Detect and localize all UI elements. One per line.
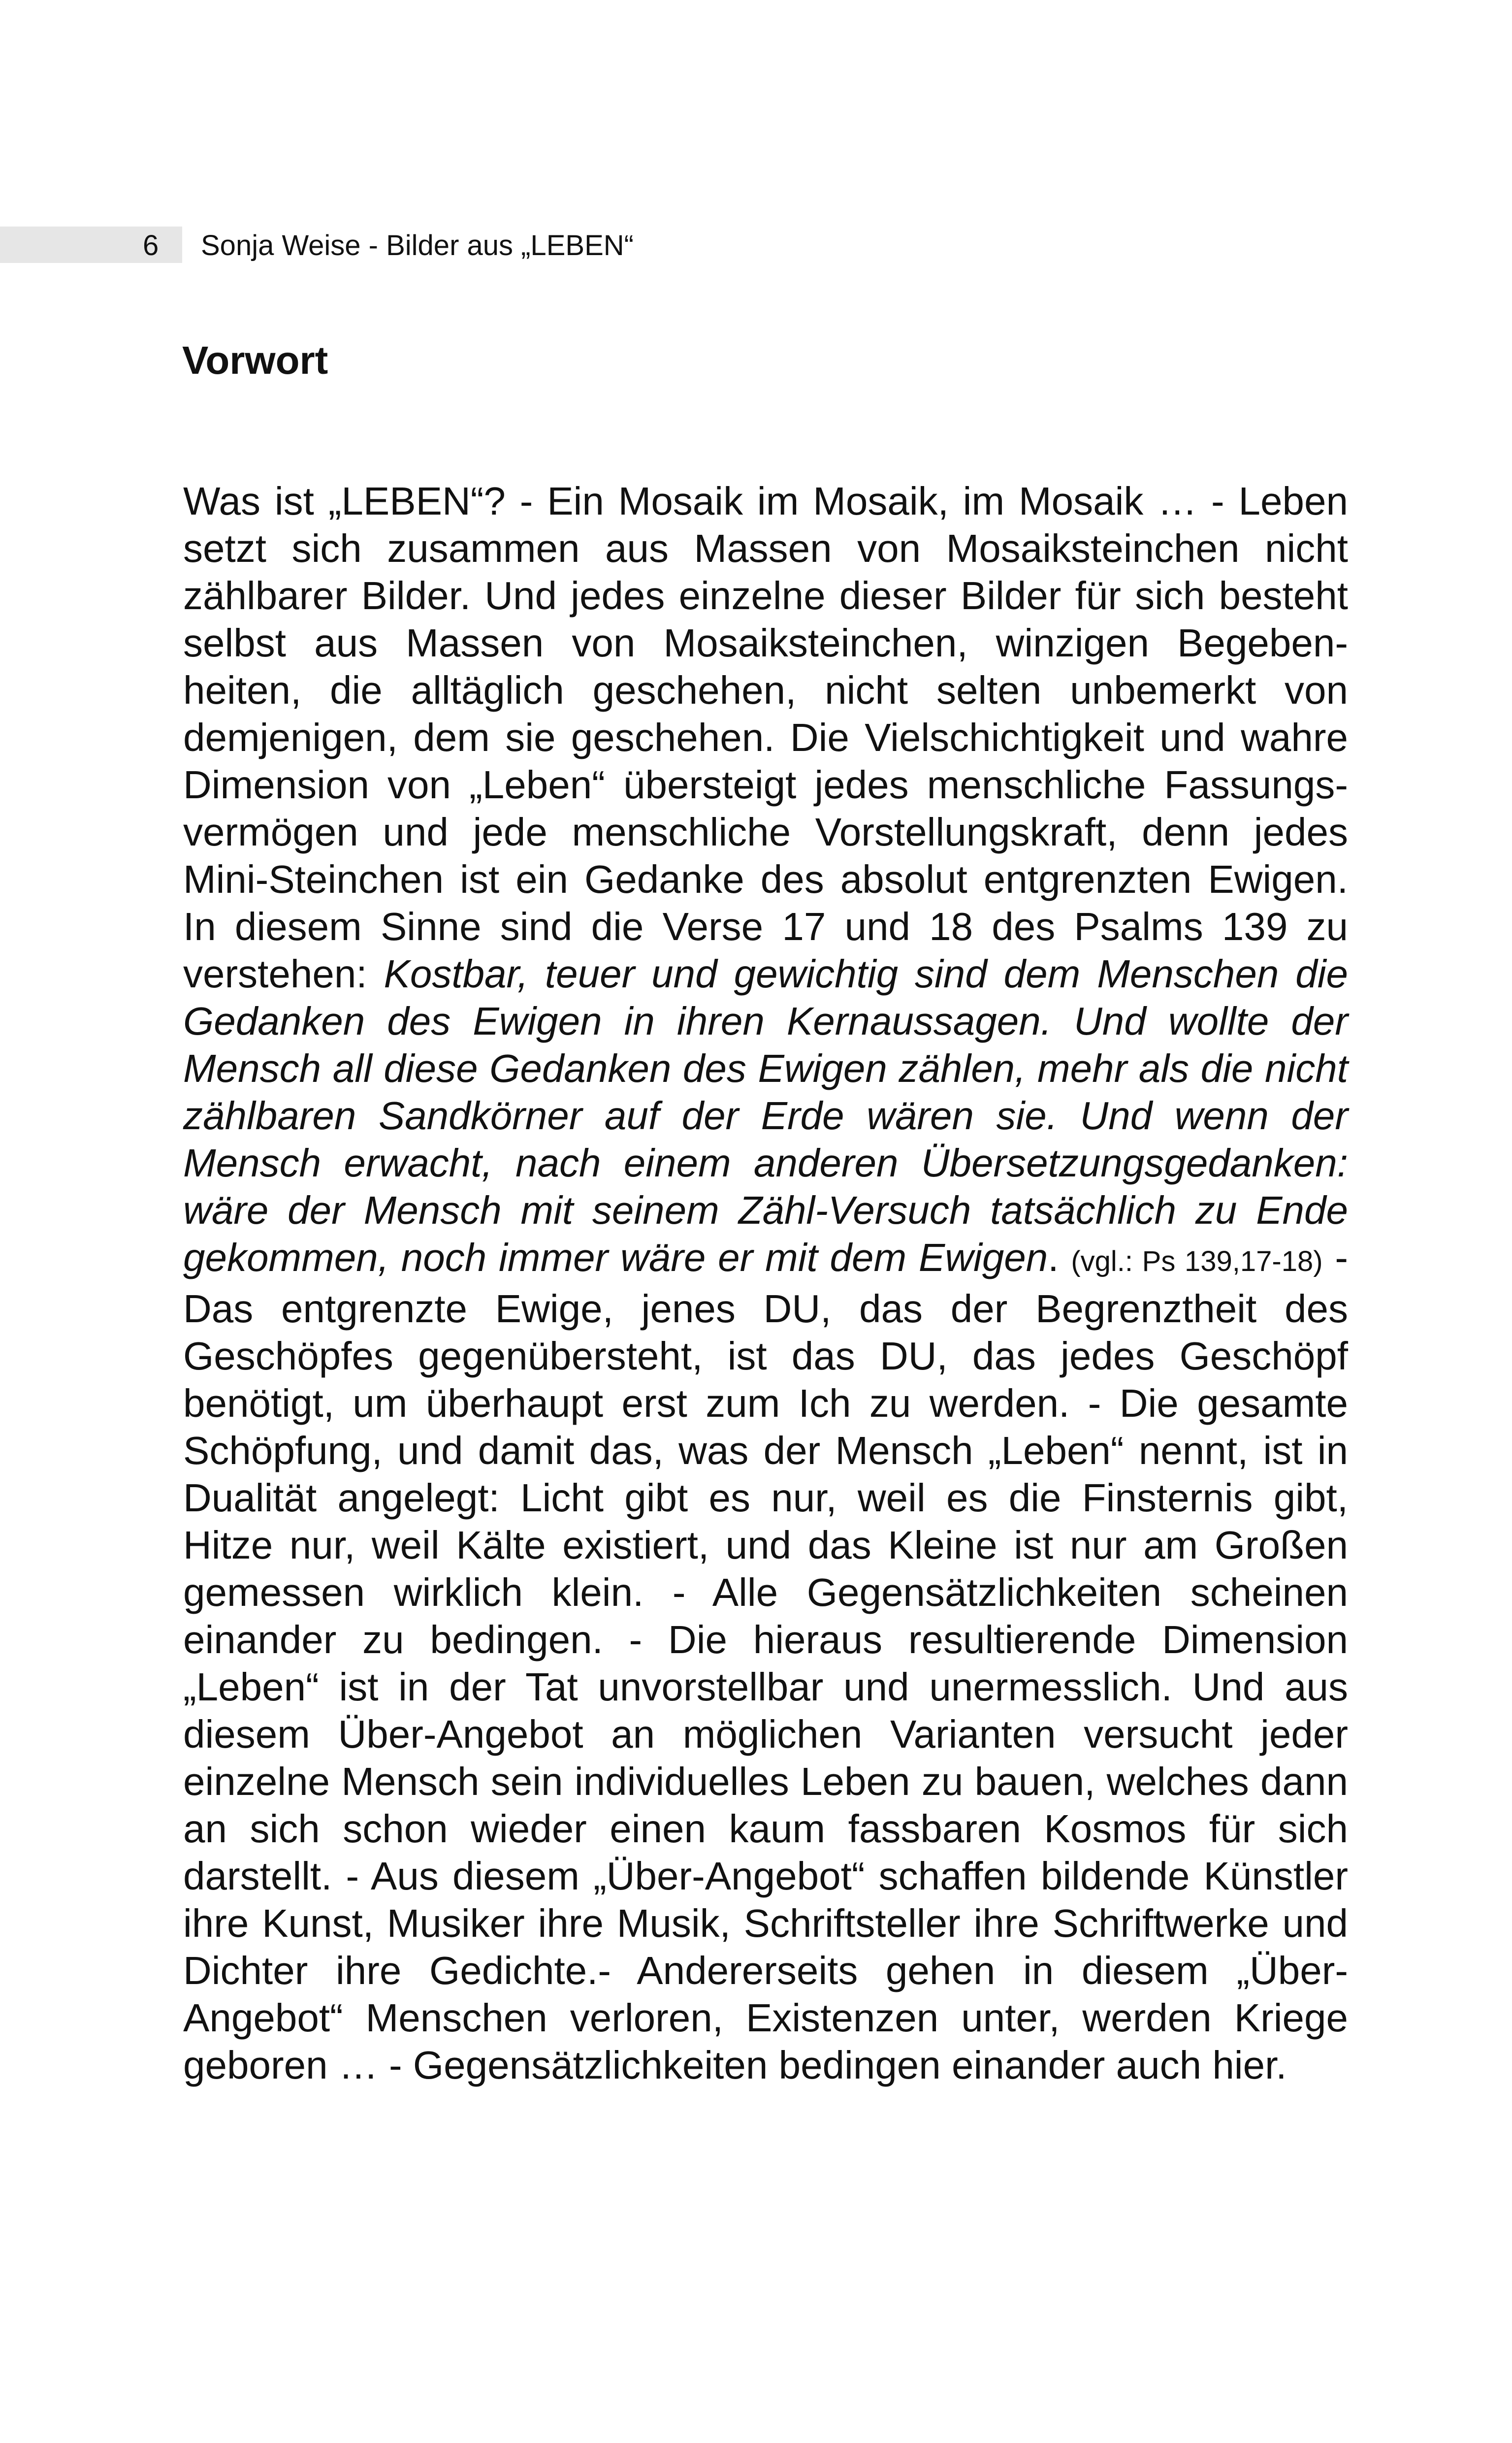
citation: (vgl.: Ps 139,17-18) [1071,1245,1323,1277]
page-number: 6 [143,229,159,261]
paragraph-text-continuation: - Das entgrenzte Ewige, jenes DU, das der Begrenztheit des Geschöpfes gegenübersteht, ist das DU, das jedes Geschöpf benötigt, um überhaupt erst zum Ich zu werden. - Die gesamte Schöpfung, und damit das, was der Mensch „Leben“ nennt, ist in Dualität angelegt: Licht gibt es nur, weil es die Finsternis gibt, Hitze nur, weil Kälte existiert, und das Kleine ist nur am Großen gemessen wirklich klein. - Alle Gegensätzlichkeiten scheinen einander zu bedingen. - Die hieraus resultierende Dimension „Leben“ ist in der Tat unvorstellbar und unermesslich. Und aus diesem Über-Angebot an möglichen Varianten versucht jeder einzelne Mensch sein individuelles Leben zu bauen, welches dann an sich schon wieder einen kaum fassbaren Kosmos für sich darstellt. - Aus diesem „Über-Angebot“ schaffen bildende Künstler ihre Kunst, Musiker ihre Musik, Schriftsteller ihre Schriftwerke und Dichter ihre Gedichte.- Andererseits gehen in diesem „Über-Angebot“ Menschen verloren, Existenzen unter, werden Kriege geboren … - Gegensätzlichkeiten bedingen einander auch hier. [183,1236,1349,2087]
paragraph-text-intro: Was ist „LEBEN“? - Ein Mosaik im Mosaik, im Mosaik … - Leben setzt sich zusammen aus Massen von Mosaiksteinchen nicht zählbarer Bilder. Und jedes einzelne dieser Bilder für sich besteht selbst aus Massen von Mosaiksteinchen, winzigen Begebenheiten, die alltäglich geschehen, nicht selten unbemerkt von demjenigen, dem sie geschehen. Die Vielschichtigkeit und wahre Dimension von „Leben“ übersteigt jedes menschliche Fassungsvermögen und jede menschliche Vorstellungskraft, denn jedes Mini-Steinchen ist ein Gedanke des absolut entgrenzten Ewigen. In diesem Sinne sind die Verse 17 und 18 des Psalms 139 zu verstehen: [183,479,1348,996]
running-header: Sonja Weise - Bilder aus „LEBEN“ [201,229,634,261]
psalm-quote: Kostbar, teuer und gewichtig sind dem Menschen die Gedanken des Ewigen in ihren Kernaussagen. Und wollte der Mensch all diese Gedanken des Ewigen zählen, mehr als die nicht zählbaren Sandkörner auf der Erde wären sie. Und wenn der Mensch erwacht, nach einem anderen Übersetzungsgedanken: wäre der Mensch mit seinem Zähl-Versuch tatsächlich zu Ende gekommen, noch immer wäre er mit dem Ewigen [183,952,1349,1279]
quote-end-punctuation: . [1048,1236,1071,1279]
section-heading: Vorwort [182,338,328,382]
body-paragraph [183,478,1348,2089]
